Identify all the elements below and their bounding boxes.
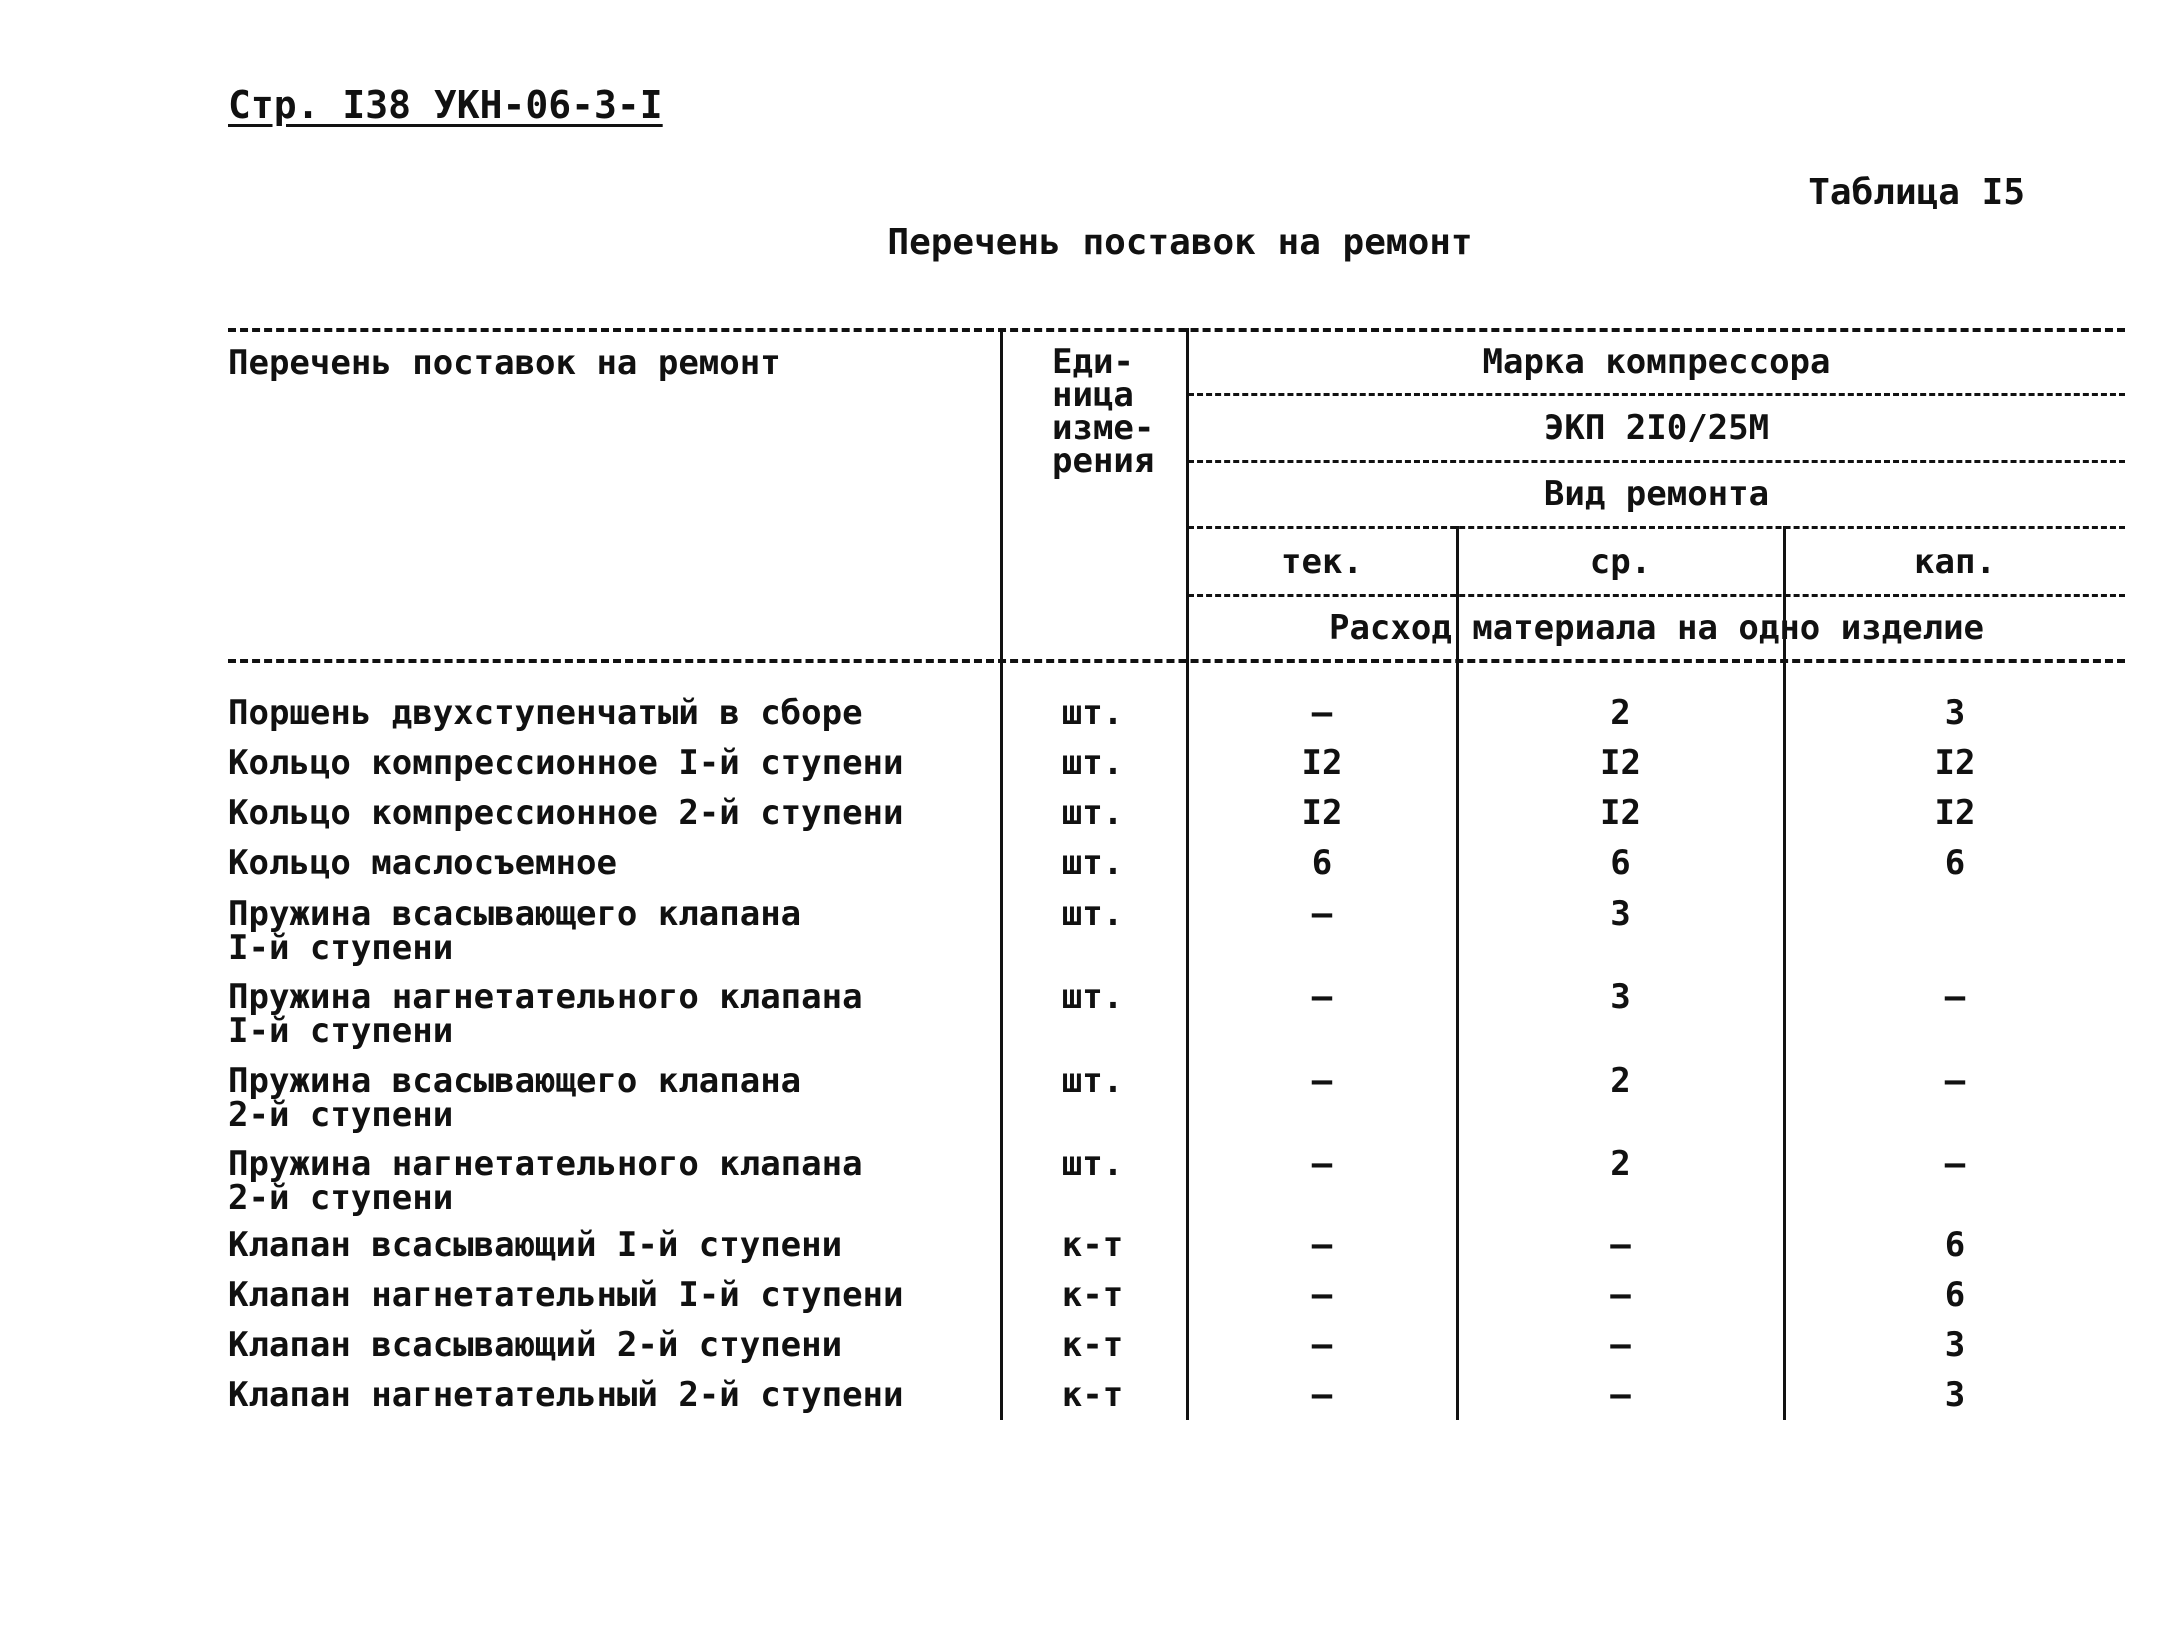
row-value-tek: –	[1311, 894, 1333, 934]
rule-under-model	[1188, 460, 2125, 463]
row-value-tek: –	[1311, 977, 1333, 1017]
row-value-kap: 3	[1944, 1325, 1966, 1365]
row-value-kap: 3	[1944, 1375, 1966, 1415]
header-repair-tek: тек.	[1281, 542, 1363, 582]
row-item-name: Клапан нагнетательный I-й ступени	[228, 1275, 904, 1315]
row-unit: шт.	[1061, 793, 1124, 833]
header-repair-kap: кап.	[1914, 542, 1996, 582]
row-unit: шт.	[1061, 743, 1124, 783]
rule-under-repair-type	[1188, 526, 2125, 529]
header-consumption: Расход материала на одно изделие	[1328, 608, 1985, 648]
row-value-kap: –	[1944, 1144, 1966, 1184]
row-item-name: Клапан нагнетательный 2-й ступени	[228, 1375, 904, 1415]
row-value-kap: –	[1944, 977, 1966, 1017]
row-unit: шт.	[1061, 894, 1124, 934]
row-value-sr: –	[1610, 1325, 1631, 1365]
row-item-name: Клапан всасывающий 2-й ступени	[228, 1325, 843, 1365]
row-value-sr: 3	[1610, 977, 1631, 1017]
row-value-kap: 6	[1944, 1275, 1966, 1315]
row-value-kap: –	[1944, 1061, 1966, 1101]
row-item-name: Клапан всасывающий I-й ступени	[228, 1225, 843, 1265]
row-value-tek: I2	[1301, 793, 1343, 833]
row-unit: шт.	[1061, 1144, 1124, 1184]
row-value-sr: 6	[1610, 843, 1631, 883]
header-compressor-brand: Марка компрессора	[1482, 342, 1831, 382]
row-value-sr: I2	[1600, 743, 1641, 783]
row-value-tek: –	[1311, 1325, 1333, 1365]
page-title: Перечень поставок на ремонт	[887, 222, 1473, 263]
row-value-kap: 6	[1944, 843, 1966, 883]
row-value-tek: –	[1311, 1225, 1333, 1265]
row-value-kap: I2	[1934, 793, 1976, 833]
row-unit: шт.	[1061, 977, 1124, 1017]
row-value-tek: –	[1311, 1061, 1333, 1101]
row-value-sr: 2	[1610, 1061, 1631, 1101]
row-value-tek: –	[1311, 1275, 1333, 1315]
row-value-kap: 6	[1944, 1225, 1966, 1265]
row-unit: к-т	[1061, 1225, 1124, 1265]
row-item-name: Кольцо компрессионное I-й ступени	[228, 743, 904, 783]
header-item-list: Перечень поставок на ремонт	[228, 343, 781, 383]
header-model: ЭКП 2I0/25М	[1543, 408, 1770, 448]
row-unit: шт.	[1061, 693, 1124, 733]
row-item-name: Кольцо компрессионное 2-й ступени	[228, 793, 904, 833]
row-value-sr: –	[1610, 1275, 1631, 1315]
row-value-sr: –	[1610, 1225, 1631, 1265]
row-item-name: Пружина всасывающего клапана I-й ступени	[228, 894, 802, 968]
header-bottom-rule	[228, 659, 2125, 663]
row-value-sr: 2	[1610, 1144, 1631, 1184]
table-top-rule	[228, 328, 2125, 332]
page-reference: Стр. I38 УКН-06-3-I	[228, 83, 663, 127]
rule-under-brand	[1188, 393, 2125, 396]
table-number: Таблица I5	[1808, 172, 2025, 213]
row-value-tek: 6	[1311, 843, 1333, 883]
row-item-name: Поршень двухступенчатый в сборе	[228, 693, 863, 733]
header-unit: Еди- ница изме- рения	[1052, 342, 1155, 481]
row-value-sr: –	[1610, 1375, 1631, 1415]
row-unit: к-т	[1061, 1275, 1124, 1315]
row-item-name: Кольцо маслосъемное	[228, 843, 617, 883]
row-value-tek: –	[1311, 1375, 1333, 1415]
row-value-kap: I2	[1934, 743, 1976, 783]
row-value-tek: –	[1311, 693, 1333, 733]
row-value-tek: I2	[1301, 743, 1343, 783]
row-value-tek: –	[1311, 1144, 1333, 1184]
row-unit: шт.	[1061, 1061, 1124, 1101]
row-value-sr: 3	[1610, 894, 1631, 934]
row-item-name: Пружина нагнетательного клапана I-й ступени	[228, 977, 863, 1051]
header-repair-sr: ср.	[1589, 542, 1652, 582]
row-value-kap: 3	[1944, 693, 1966, 733]
row-value-sr: 2	[1610, 693, 1631, 733]
row-item-name: Пружина нагнетательного клапана 2-й ступени	[228, 1144, 863, 1218]
row-unit: к-т	[1061, 1325, 1124, 1365]
row-unit: шт.	[1061, 843, 1124, 883]
rule-under-repair-kinds	[1188, 594, 2125, 597]
row-item-name: Пружина всасывающего клапана 2-й ступени	[228, 1061, 802, 1135]
row-value-sr: I2	[1600, 793, 1641, 833]
header-repair-type: Вид ремонта	[1543, 474, 1770, 514]
row-unit: к-т	[1061, 1375, 1124, 1415]
